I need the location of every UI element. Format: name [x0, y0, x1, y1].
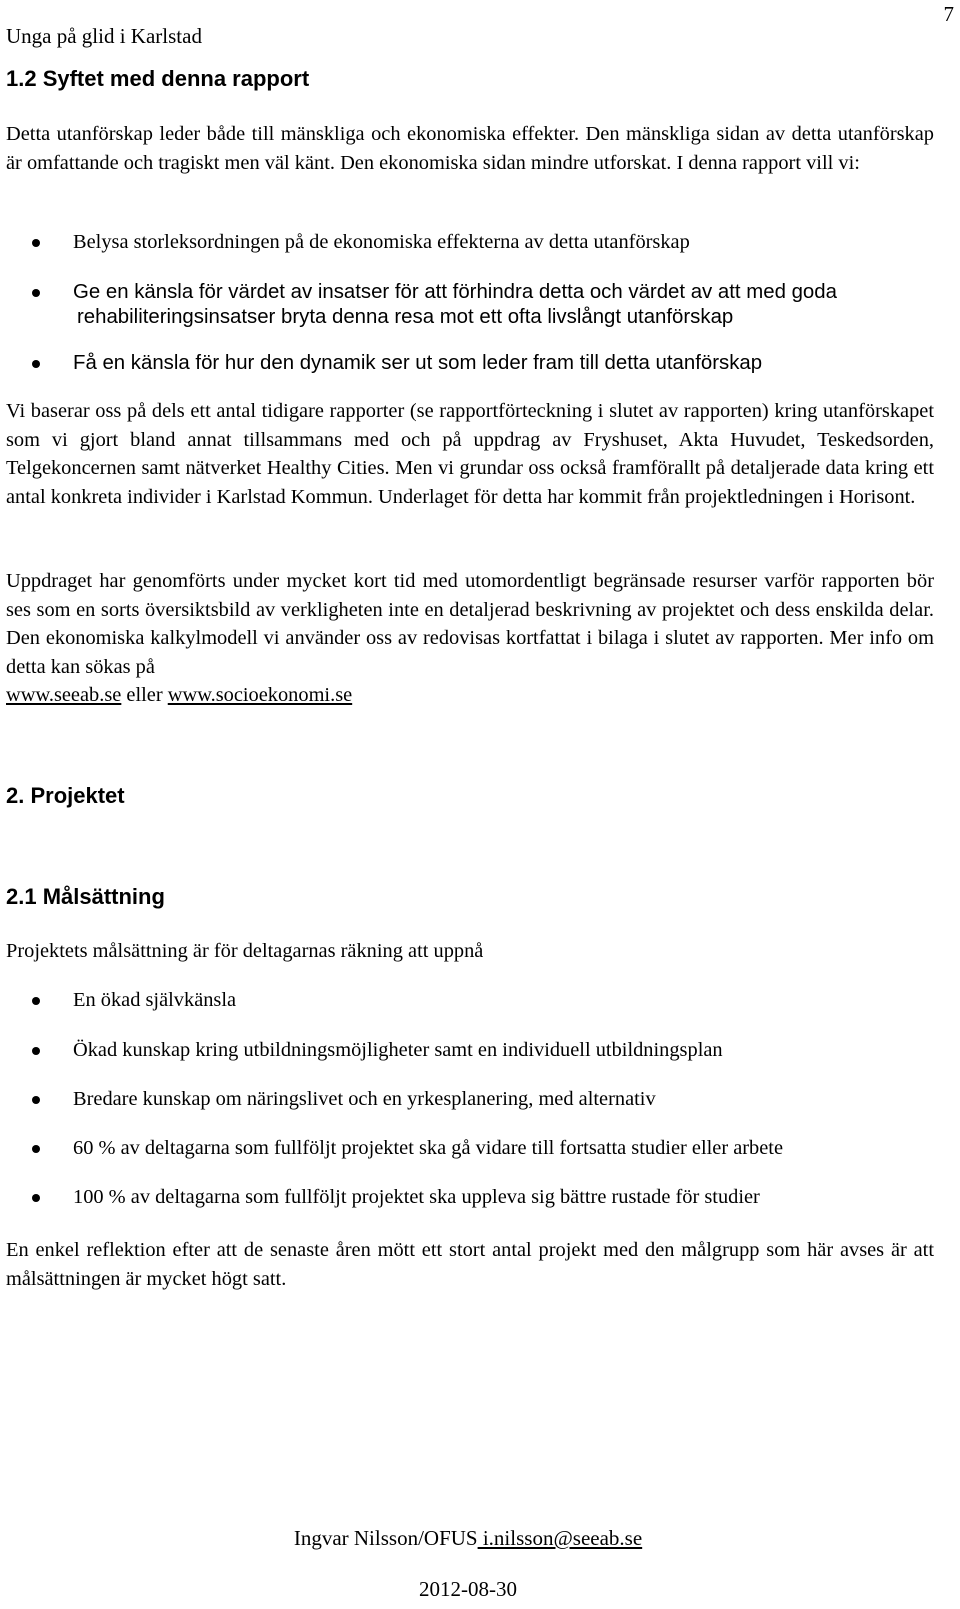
- list-item-continuation: rehabiliteringsinsatser bryta denna resa mot ett ofta livslångt utanförskap: [77, 306, 734, 328]
- basis-paragraph: Vi baserar oss på dels ett antal tidigare rapporter (se rapportförteckning i slutet av rapporten) kring utanförskapet som vi gjort bland annat tillsammans med och på uppdrag av Fryshuset, Akta Huvudet, Teskedsorden, Telgekoncernen samt nätverket Healthy Cities. Men vi grundar oss också framförallt på detaljerade data kring ett antal konkreta individer i Karlstad Kommun. Underlaget för detta har kommit från projektledningen i Horisont.: [6, 400, 934, 508]
- running-title: Unga på glid i Karlstad: [6, 24, 202, 48]
- footer-date: 2012-08-30: [419, 1577, 517, 1601]
- section-2-1-heading: 2.1 Målsättning: [6, 884, 165, 909]
- footer-author: Ingvar Nilsson/OFUS i.nilsson@seeab.se: [293, 1526, 643, 1550]
- intro-paragraph: Detta utanförskap leder både till mänskliga och ekonomiska effekter. Den mänskliga sidan av detta utanförskap är omfattande och tragiskt men väl känt. Den ekonomiska sidan mindre utforskat. I denna rapport vill vi:: [6, 123, 934, 174]
- reflection-paragraph: En enkel reflektion efter att de senaste åren mött ett stort antal projekt med den målgrupp som här avses är att målsättningen är mycket högt satt.: [6, 1239, 934, 1290]
- page-number: 7: [943, 2, 954, 26]
- section-1-2-heading: 1.2 Syftet med denna rapport: [6, 66, 310, 91]
- bullet-icon: [32, 239, 40, 247]
- goals-intro: Projektets målsättning är för deltagarnas räkning att uppnå: [6, 940, 484, 962]
- bullet-icon: [32, 1145, 40, 1153]
- socioekonomi-link[interactable]: www.socioekonomi.se: [167, 684, 353, 706]
- bullet-icon: [32, 1047, 40, 1055]
- footer-email-link[interactable]: i.nilsson@seeab.se: [477, 1526, 643, 1550]
- commission-paragraph: Uppdraget har genomförts under mycket kort tid med utomordentligt begränsade resurser varför rapporten bör ses som en sorts översiktsbild av verkligheten inte en detaljerad beskrivning av projektet och dess enskilda delar. Den ekonomiska kalkylmodell vi använder oss av redovisas kortfattat i bilaga i slutet av rapporten. Mer info om detta kan sökas på www.seeab.se eller www.socioekonomi.se: [6, 570, 934, 706]
- bullet-icon: [32, 289, 40, 297]
- seeab-link[interactable]: www.seeab.se: [6, 684, 122, 706]
- bullet-icon: [32, 1096, 40, 1104]
- bullet-icon: [32, 360, 40, 368]
- bullet-icon: [32, 997, 40, 1005]
- section-2-heading: 2. Projektet: [6, 783, 125, 808]
- bullet-icon: [32, 1194, 40, 1202]
